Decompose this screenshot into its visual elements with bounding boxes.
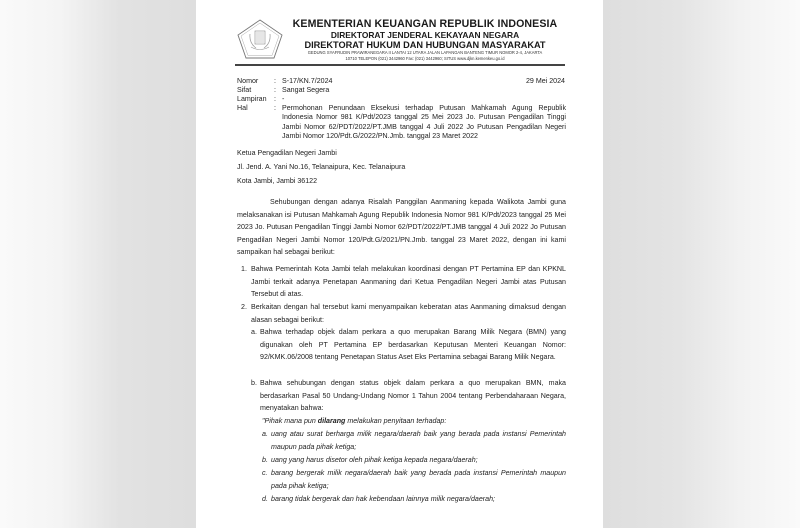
quote-item-text: barang tidak bergerak dan hak kebendaan lainnya milik negara/daerah; (271, 495, 496, 503)
meta-label: Hal (237, 104, 248, 112)
quote-item-text: barang bergerak milik negara/daerah baik yang berada pada instansi Pemerintah maupun pada pihak ketiga; (271, 469, 566, 490)
quote-item-letter: c. (262, 469, 268, 477)
recipient-address: Jl. Jend. A. Yani No.16, Telanaipura, Kec. Telanaipura (237, 163, 406, 171)
meta-value: - (282, 95, 285, 103)
sub-item-text: Bahwa sehubungan dengan status objek dalam perkara a quo merupakan BMN, maka berdasarkan Pasal 50 Undang-Undang Nomor 1 Tahun 2004 tentang Perbendaharaan Negara, menyatakan bahwa: (260, 379, 566, 412)
quote-item-text: uang atau surat berharga milik negara/daerah baik yang berada pada instansi Pemerintah maupun pada pihak ketiga; (271, 430, 566, 451)
letterhead-text (280, 18, 570, 62)
list-item-text: Berkaitan dengan hal tersebut kami menyampaikan keberatan atas Aanmaning dimaksud dengan alasan sebagai berikut: (251, 303, 566, 324)
letterhead-divider (235, 64, 565, 66)
letter-date: 29 Mei 2024 (525, 77, 565, 85)
quote-item-letter: a. (262, 430, 268, 438)
directorate-name: DIREKTORAT HUKUM DAN HUBUNGAN MASYARAKAT (304, 40, 546, 50)
letterhead (196, 0, 603, 70)
meta-label: Lampiran (237, 95, 267, 103)
quote-emphasis: dilarang (317, 417, 346, 425)
sub-item-letter: a. (251, 328, 257, 336)
quote-item-text: uang yang harus disetor oleh pihak ketiga kepada negara/daerah; (271, 456, 478, 464)
quote-item-letter: d. (262, 495, 268, 503)
intro-paragraph: Sehubungan dengan adanya Risalah Panggilan Aanmaning kepada Walikota Jambi guna melaksanakan isi Putusan Mahkamah Agung Republik Indonesia Nomor 981 K/Pdt/2023 tanggal 25 Mei 2023 Jo. Putusan Pengadilan Tinggi Jambi Nomor 62/PDT/2022/PT.JMB tanggal 4 Juli 2022 Jo Putusan Pengadilan Negeri Jambi Nomor 120/Pdt.G/2021/PN.Jmb. tanggal 23 Maret 2022, dengan ini kami sampaikan hal sebagai berikut: (237, 198, 566, 256)
meta-value: Permohonan Penundaan Eksekusi terhadap Putusan Mahkamah Agung Republik Indonesia Nomor 981 K/Pdt/2023 tanggal 25 Mei 2023 Jo. Putusan Pengadilan Tinggi Jambi Nomor 62/PDT/2022/PT.JMB tanggal 4 Juli 2022 Jo Putusan Pengadilan Negeri Jambi Nomor 120/Pdt.G/2022/PN.Jmb. tanggal 23 Maret 2022 (282, 104, 566, 140)
sub-item-text: Bahwa terhadap objek dalam perkara a quo merupakan Barang Milik Negara (BMN) yang digunakan oleh PT Pertamina EP berdasarkan Keputusan Menteri Keuangan Nomor: 92/KMK.06/2008 tentang Penetapan Status Aset Eks Pertamina sebagai Barang Milik Negara. (260, 328, 566, 361)
meta-value: S-17/KN.7/2024 (282, 77, 333, 85)
letter-page (196, 0, 603, 528)
list-item-number: 2. (241, 303, 247, 311)
meta-colon: : (274, 104, 276, 112)
recipient-city: Kota Jambi, Jambi 36122 (237, 177, 318, 185)
meta-label: Sifat (237, 86, 252, 94)
kemenkeu-emblem-icon (236, 18, 284, 60)
meta-colon: : (274, 77, 276, 85)
recipient-title: Ketua Pengadilan Negeri Jambi (237, 149, 337, 157)
directorate-general-name: DIREKTORAT JENDERAL KEKAYAAN NEGARA (330, 30, 520, 40)
meta-colon: : (274, 86, 276, 94)
quote-intro (262, 415, 562, 428)
meta-value: Sangat Segera (282, 86, 330, 94)
address-line-1: GEDUNG SYAFRUDIN PRAWIRANEGARA II LANTAI 12 UTARA JALAN LAPANGAN BANTENG TIMUR NOMOR 2-4, JAKARTA (307, 50, 543, 55)
sub-item-letter: b. (251, 379, 257, 387)
ministry-name: KEMENTERIAN KEUANGAN REPUBLIK INDONESIA (292, 18, 558, 30)
quote-suffix: melakukan penyitaan terhadap: (345, 417, 447, 425)
address-line-2: 10710 TELEPON (021) 3442960 Fax: (021) 3442960; SITUS www.djkn.kemenkeu.go.id (345, 56, 505, 61)
meta-label: Nomor (237, 77, 259, 85)
list-item-number: 1. (241, 265, 247, 273)
quote-item-letter: b. (262, 456, 268, 464)
meta-colon: : (274, 95, 276, 103)
quote-prefix: "Pihak mana pun (262, 417, 318, 425)
list-item-text: Bahwa Pemerintah Kota Jambi telah melakukan koordinasi dengan PT Pertamina EP dan KPKNL Jambi terkait adanya Penetapan Aanmaning dari Ketua Pengadilan Negeri Jambi atas Putusan Tersebut di atas. (251, 265, 566, 298)
